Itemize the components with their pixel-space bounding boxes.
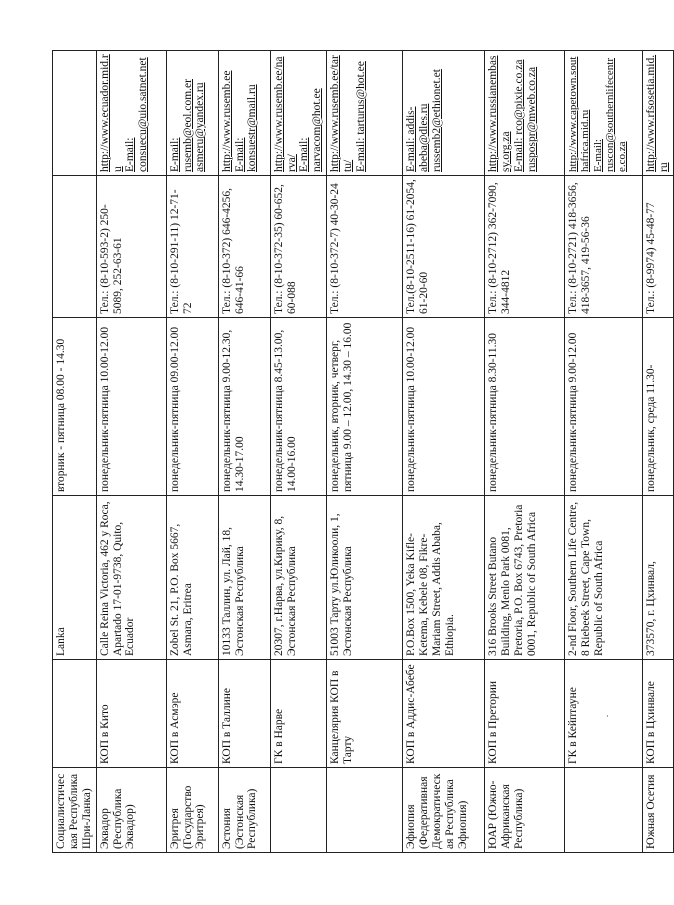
contact-cell [270,51,327,176]
mission-cell: КОП в Цхинвале [643,660,674,768]
email-link[interactable]: E-mail: ruscon@southernlifecentre.co.za [591,58,629,172]
hours-cell: понедельник-пятница 8.45-13.00, 14.00-16.00 [270,318,327,496]
address-cell: 51003 Тарту ул.Юликооли, 1, Эстонская Республика [327,496,403,660]
email-link[interactable]: ruspospr@mweb.co.za [525,66,538,172]
mission-cell: КОП в Асмэре [166,660,218,768]
contact-cell [403,51,485,176]
country-cell [270,768,327,853]
table-row [166,51,218,853]
country-cell [565,768,643,853]
phone-cell [53,176,97,318]
table-row [403,51,485,853]
country-cell: Эритрея (Государство Эритрея) [166,768,218,853]
country-cell: Южная Осетия [643,768,674,853]
mission-cell: КОП в Претории [485,660,565,768]
email-link[interactable]: asmeru@yandex.ru [194,82,207,172]
website-link[interactable]: http://www.russianembassy.org.za [487,55,512,172]
email-link[interactable]: E-mail: konsuestr@mail.ru [233,84,259,172]
contact-cell [53,51,97,176]
website-link[interactable]: http://www.capetown.southafrica.mid.ru [567,56,592,172]
email-link[interactable]: E-mail: rco@pixie.co.za [512,59,525,172]
email-link[interactable]: E-mail: narvacom@hot.ee [298,88,324,172]
phone-cell: Тел.: (8-10-372-7) 40-30-24 [327,176,403,318]
address-cell: Zobel St. 21, P.O. Box 5667, Asmara, Eritrea [166,496,218,660]
contact-cell [485,51,565,176]
rotated-document [52,51,670,853]
mission-cell: ГК в Нарве [270,660,327,768]
email-link[interactable]: russemb2@ethionet.et [430,69,443,172]
country-cell: ЮАР (Южно-Африканская Республика) [485,768,565,853]
hours-cell: понедельник, вторник, четверг, пятница 9.00 – 12.00, 14.30 – 16.00 [327,318,403,496]
mission-cell: КОП в Кито [96,660,166,768]
website-link[interactable]: http://www.rfsosetia.mid.ru [645,54,670,172]
mission-cell: ГК в Кейптауне [565,660,643,768]
address-cell: Calle Reina Victoria, 462 y Roca, Apartado 17-01-9738, Quito, Ecuador [96,496,166,660]
address-cell: 373570, г. Цхинвал, [643,496,674,660]
hours-cell: вторник - пятница 08.00 - 14.30 [53,318,97,496]
website-link[interactable]: http://www.rusemb.ee/tartu/ [329,55,354,172]
hours-cell: понедельник-пятница 10.00-12.00 [96,318,166,496]
address-cell: Lanka [53,496,97,660]
email-link[interactable]: E-mail: tarturus@hot.ee [354,61,367,172]
address-cell: 20307, г.Нарва, ул.Кирику, 8, Эстонская Республика [270,496,327,660]
phone-cell: Тел.: (8-10-2712) 362-7090, 344-4812 [485,176,565,318]
consulates-table [52,50,674,853]
table-row [485,51,565,853]
hours-cell: понедельник-пятница 9.00-12.30, 14.30-17.00 [218,318,270,496]
mission-cell: КОП в Таллине [218,660,270,768]
phone-cell: Тел.(8-10-2511-16) 61-2054, 61-20-60 [403,176,485,318]
address-cell: P.O.Box 1500, Yeka Kifle-Ketema, Kebele 08, Fikre-Mariam Street, Addis Ababa, Ethiopia. [403,496,485,660]
hours-cell: понедельник, среда 11.30- [643,318,674,496]
table-row [270,51,327,853]
email-link[interactable]: E-mail: consuecu@uio.satnet.net [124,57,150,172]
scan-artifact: · [606,712,609,722]
contact-cell [327,51,403,176]
contact-cell [166,51,218,176]
phone-cell: Тел.: (8-10-372) 646-4256, 646-41-66 [218,176,270,318]
phone-cell: Тел.: (8-10-593-2) 250-5089, 252-63-61 [96,176,166,318]
table-row [565,51,643,853]
address-cell: 10133 Таллин, ул. Лай, 18, Эстонская Республика [218,496,270,660]
country-cell: Социалистическая Республика Шри-Ланка) [53,768,97,853]
website-link[interactable]: http://www.rusemb.ee [220,70,233,172]
address-cell: 316 Brooks Street Butano Building, Menlo Park 0081, Pretoria, P.O. Box 6743, Pretoria 0001, Republic of South Africa [485,496,565,660]
contact-cell [565,51,643,176]
hours-cell: понедельник-пятница 09.00-12.00 [166,318,218,496]
table-row [643,51,674,853]
mission-cell: КОП в Аддис-Абебе [403,660,485,768]
phone-cell: Тел.: (8-9974) 45-48-77 [643,176,674,318]
country-cell [327,768,403,853]
hours-cell: понедельник-пятница 9.00-12.00 [565,318,643,496]
hours-cell: понедельник-пятница 10.00-12.00 [403,318,485,496]
contact-cell [643,51,674,176]
country-cell: Эфиопия (Федеративная Демократическая Республика Эфиопия) [403,768,485,853]
table-row [53,51,97,853]
phone-cell: Тел.: (8-10-372-35) 60-652, 60-088 [270,176,327,318]
contact-cell [218,51,270,176]
phone-cell: Тел.: (8-10-291-11) 12-71-72 [166,176,218,318]
email-link[interactable]: E-mail: rusemb@eol.com.er [168,79,194,172]
address-cell: 2-nd Floor, Southern Life Centre, 8 Riebeek Street, Cape Town, Republic of South Africa [565,496,643,660]
table-row [327,51,403,853]
country-cell: Эстония (Эстонская Республика) [218,768,270,853]
table-row [218,51,270,853]
mission-cell: Канцелярия КОП в Тарту [327,660,403,768]
country-cell: Эквадор (Республика Эквадор) [96,768,166,853]
hours-cell: понедельник-пятница 8.30-11.30 [485,318,565,496]
phone-cell: Тел.: (8-10-2721) 418-3656, 418-3657, 419-56-36 [565,176,643,318]
website-link[interactable]: http://www.ecuador.mid.ru [98,54,124,172]
email-link[interactable]: E-mail: addis-abeba@dles.ru [405,103,430,172]
website-link[interactable]: http://www.rusemb.ee/narva/ [272,56,298,172]
table-row [96,51,166,853]
mission-cell [53,660,97,768]
contact-cell [96,51,166,176]
